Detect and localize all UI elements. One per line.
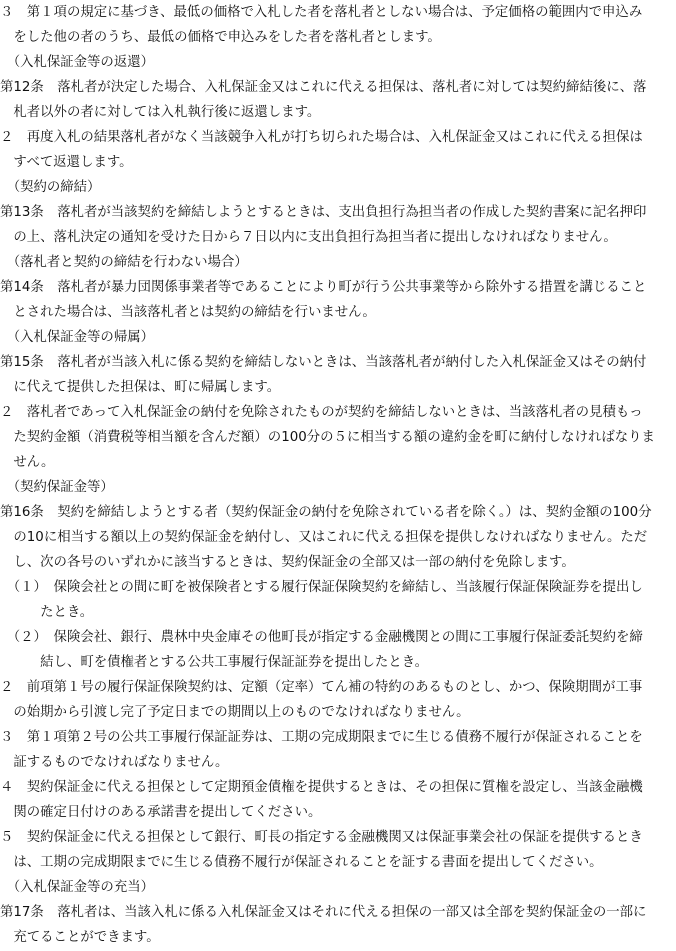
text-line: 札者以外の者に対しては入札執行後に返還します。 [0, 105, 321, 120]
text-line: ２ 落札者であって入札保証金の納付を免除されたものが契約を締結しないときは、当該落札者の見積もっ [0, 405, 643, 420]
article-17-line: 第17条 落札者は、当該入札に係る入札保証金又はそれに代える担保の一部又は全部を契約保証金の一部に [0, 905, 647, 920]
text-line: ２ 再度入札の結果落札者がなく当該競争入札が打ち切られた場合は、入札保証金又はこれに代える担保は [0, 130, 643, 145]
text-line: せん。 [0, 455, 55, 470]
section-heading: （契約の締結） [0, 180, 101, 195]
text-line: し、次の各号のいずれかに該当するときは、契約保証金の全部又は一部の納付を免除します。 [0, 555, 575, 570]
text-line: ３ 第１項第２号の公共工事履行保証証券は、工期の完成期限までに生じる債務不履行が保証されることを [0, 730, 643, 745]
text-line: 証するものでなければなりません。 [0, 755, 229, 770]
section-heading: （入札保証金等の返還） [0, 55, 154, 70]
article-13-line: 第13条 落札者が当該契約を締結しようとするときは、支出負担行為担当者の作成した契約書案に記名押印 [0, 205, 647, 220]
text-line: 関の確定日付けのある承諾書を提出してください。 [0, 805, 322, 820]
text-line: 充てることができます。 [0, 930, 160, 945]
section-heading: （入札保証金等の充当） [0, 880, 154, 895]
text-line: ４ 契約保証金に代える担保として定期預金債権を提供するときは、その担保に質権を設定し、当該金融機 [0, 780, 643, 795]
text-line: は、工期の完成期限までに生じる債務不履行が保証されることを証する書面を提出してください。 [0, 855, 603, 870]
article-12-line: 第12条 落札者が決定した場合、入札保証金又はこれに代える担保は、落札者に対しては契約締結後に、落 [0, 80, 647, 95]
list-item-line: （１） 保険会社との間に町を被保険者とする履行保証保険契約を締結し、当該履行保証保険証券を提出し [0, 580, 643, 595]
article-14-line: 第14条 落札者が暴力団関係事業者等であることにより町が行う公共事業等から除外する措置を講じること [0, 280, 647, 295]
text-line: た契約金額（消費税等相当額を含んだ額）の100分の５に相当する額の違約金を町に納付しなければなりま [0, 430, 655, 445]
text-line: たとき。 [0, 605, 94, 620]
section-heading: （入札保証金等の帰属） [0, 330, 154, 345]
article-15-line: 第15条 落札者が当該入札に係る契約を締結しないときは、当該落札者が納付した入札保証金又はその納付 [0, 355, 647, 370]
text-line: をした他の者のうち、最低の価格で申込みをした者を落札者とします。 [0, 30, 441, 45]
section-heading: （落札者と契約の締結を行わない場合） [0, 255, 248, 270]
text-line: の始期から引渡し完了予定日までの期間以上のものでなければなりません。 [0, 705, 470, 720]
text-line: の10に相当する額以上の契約保証金を納付し、又はこれに代える担保を提供しなければなりません。ただ [0, 530, 648, 545]
text-line: ２ 前項第１号の履行保証保険契約は、定額（定率）てん補の特約のあるものとし、かつ、保険期間が工事 [0, 680, 643, 695]
text-line: すべて返還します。 [0, 155, 133, 170]
section-heading: （契約保証金等） [0, 480, 114, 495]
text-line: の上、落札決定の通知を受けた日から７日以内に支出負担行為担当者に提出しなければなりません。 [0, 230, 617, 245]
list-item-line: （２） 保険会社、銀行、農林中央金庫その他町長が指定する金融機関との間に工事履行保証委託契約を締 [0, 630, 643, 645]
text-line: とされた場合は、当該落札者とは契約の締結を行いません。 [0, 305, 376, 320]
text-line: ５ 契約保証金に代える担保として銀行、町長の指定する金融機関又は保証事業会社の保証を提供するとき [0, 830, 643, 845]
text-line: ３ 第１項の規定に基づき、最低の価格で入札した者を落札者としない場合は、予定価格の範囲内で申込み [0, 5, 643, 20]
article-16-line: 第16条 契約を締結しようとする者（契約保証金の納付を免除されている者を除く。）は、契約金額の100分 [0, 505, 652, 520]
text-line: 結し、町を債権者とする公共工事履行保証証券を提出したとき。 [0, 655, 428, 670]
text-line: に代えて提供した担保は、町に帰属します。 [0, 380, 281, 395]
